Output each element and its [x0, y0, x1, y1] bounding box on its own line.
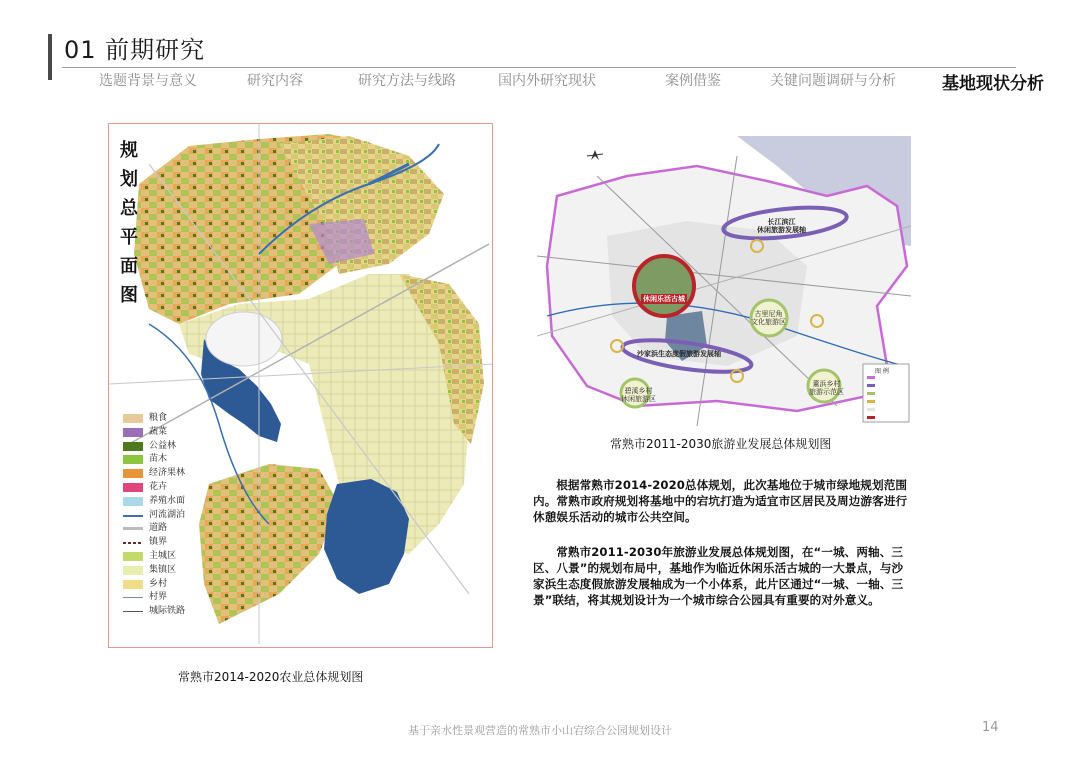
paragraph-agriculture-plan: 根据常熟市2014-2020总体规划，此次基地位于城市绿地规划范围内。常熟市政府规划将基地中的宕坑打造为适宜市区居民及周边游客进行休憩娱乐活动的城市公共空间。: [533, 478, 908, 524]
legend-item: 粮食: [121, 412, 211, 426]
legend-item: 蔬菜: [121, 426, 211, 440]
legend-item: 经济果林: [121, 467, 211, 481]
legend-item: 河流湖泊: [121, 509, 211, 523]
nav-item-site-analysis[interactable]: 基地现状分析: [942, 74, 1044, 94]
legend-title: 图 例: [875, 368, 889, 375]
tourism-map-caption: 常熟市2011-2030旅游业发展总体规划图: [610, 437, 832, 451]
nav-item-method[interactable]: 研究方法与线路: [358, 73, 456, 89]
label-southwest-district: 碧溪乡村 休闲旅游区: [621, 387, 656, 403]
nav-item-content[interactable]: 研究内容: [247, 73, 303, 89]
legend-item: 公益林: [121, 440, 211, 454]
nav-item-cases[interactable]: 案例借鉴: [665, 73, 721, 89]
label-ancient-city: 休闲乐活古城: [643, 295, 685, 303]
agriculture-plan-map: [108, 123, 493, 648]
legend-item: 城际铁路: [121, 605, 211, 619]
agriculture-map-caption: 常熟市2014-2020农业总体规划图: [178, 670, 364, 684]
legend-item: 集镇区: [121, 564, 211, 578]
legend-item: 道路: [121, 522, 211, 536]
map-legend: [121, 412, 211, 619]
label-yangtze-axis: 长江滨江 休闲旅游发展轴: [757, 218, 806, 234]
label-east-district: 古里尼角 文化旅游区: [751, 310, 786, 326]
map-vertical-title: 规 划 总 平 面 图: [120, 140, 138, 306]
footer-title: 基于亲水性景观营造的常熟市小山宕综合公园规划设计: [408, 724, 672, 737]
tourism-map-graphic: [537, 136, 911, 426]
page-number: 14: [982, 720, 999, 735]
tourism-plan-map: [537, 136, 911, 426]
nav-item-status[interactable]: 国内外研究现状: [498, 73, 596, 89]
section-nav: [0, 70, 1080, 92]
nav-item-background[interactable]: 选题背景与意义: [99, 73, 197, 89]
legend-item: 养殖水面: [121, 495, 211, 509]
header-divider: [62, 67, 1016, 68]
legend-item: 镇界: [121, 536, 211, 550]
legend-item: 苗木: [121, 453, 211, 467]
label-south-district: 董浜乡村 旅游示范区: [809, 380, 844, 396]
legend-item: 村界: [121, 591, 211, 605]
legend-item: 主城区: [121, 550, 211, 564]
nav-item-key-issues[interactable]: 关键问题调研与分析: [770, 73, 896, 89]
label-shajiabang-axis: 沙家浜生态度假旅游发展轴: [637, 350, 721, 358]
legend-item: 花卉: [121, 481, 211, 495]
section-title: 01 前期研究: [64, 36, 206, 64]
paragraph-tourism-plan: 常熟市2011-2030年旅游业发展总体规划图，在“一城、两轴、三区、八景”的规划布局中，基地作为临近休闲乐活古城的一大景点，与沙家浜生态度假旅游发展轴成为一个小体系，此片区通过“一城、一轴、三景”联结，将其规划设计为一个城市综合公园具有重要的对外意义。: [533, 545, 904, 607]
legend-item: 乡村: [121, 578, 211, 592]
